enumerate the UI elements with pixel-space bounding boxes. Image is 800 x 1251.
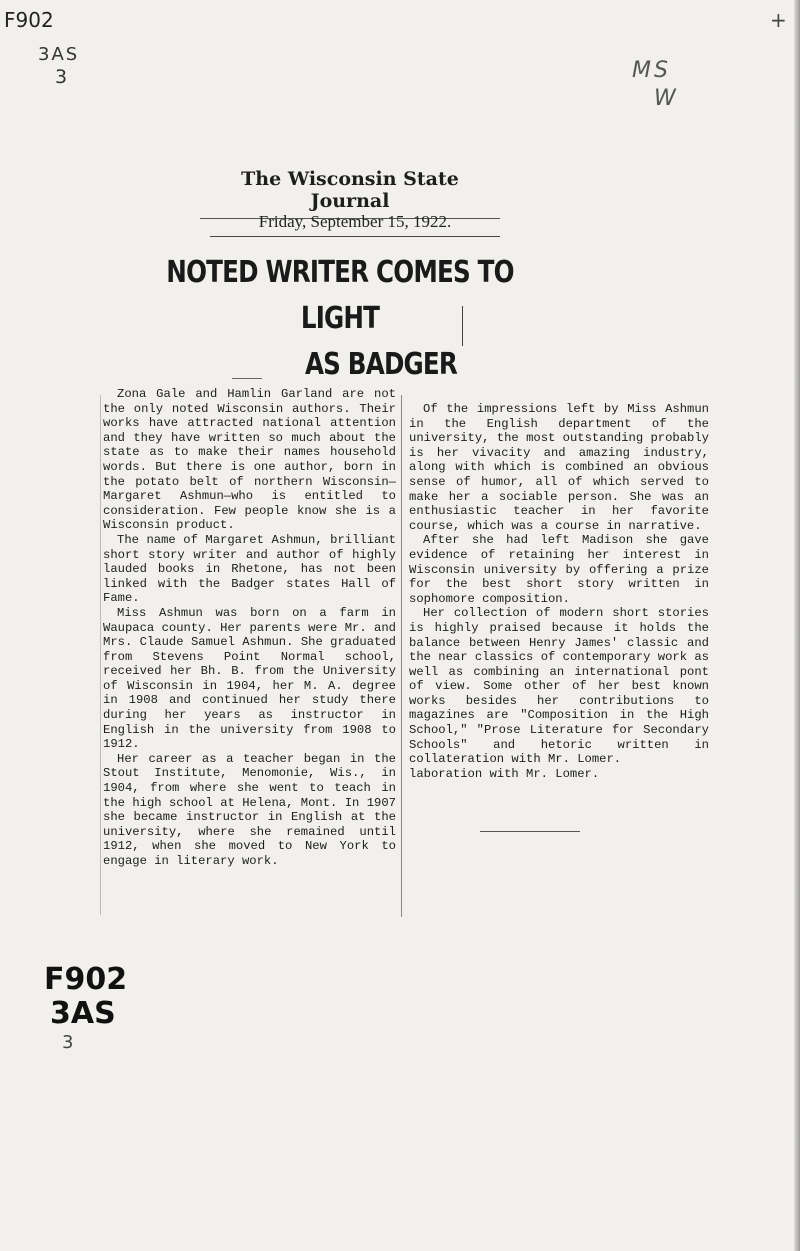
handwritten-catalog-code: 3AS xyxy=(38,44,80,65)
paragraph: Miss Ashmun was born on a farm in Waupaca county. Her parents were Mr. and Mrs. Claude Samuel Ashmun. She graduated from Stevens Point Normal school, received her Bh. B. from the University of Wisconsin in 1904, her M. A. degree in 1908 and continued her study there during her years as instructor in English in the university from 1908 to 1912. xyxy=(103,605,396,752)
corner-mark: + xyxy=(770,8,787,32)
article-end-rule xyxy=(480,831,580,832)
left-column-edge xyxy=(100,395,101,915)
paragraph: Her collection of modern short stories is highly praised because it holds the balance between Henry James' classic and the near classics of contemporary work as well as combining an international pont of view. Some other of her best known works besides her contributions to magazines are "Composition in the High School," "Prose Literature for Secondary Schools" and hetoric written in collateration with Mr. Lomer. xyxy=(409,606,709,767)
article-top-rule xyxy=(232,378,262,379)
headline-line-1: NOTED WRITER COMES TO LIGHT xyxy=(166,255,514,336)
paragraph: Of the impressions left by Miss Ashmun in the English department of the university, the most outstanding probably is her vivacity and amazing industry, along with which is combined an obvious sense of humor, all of which served to make her a sociable person. She was an enthusiastic teacher in her favorite course, which was a course in narrative. xyxy=(409,402,709,533)
column-divider xyxy=(401,395,402,917)
article-right-column xyxy=(409,402,709,781)
handwritten-catalog-index-lower: 3 xyxy=(62,1032,74,1053)
article-left-column xyxy=(103,387,396,869)
paragraph: Her career as a teacher began in the Stout Institute, Menomonie, Wis., in 1904, from where she went to teach in the high school at Helena, Mont. In 1907 she became instructor in English at the university, where she remained until 1912, when she moved to New York to engage in literary work. xyxy=(103,751,396,868)
handwritten-catalog-index: 3 xyxy=(55,66,68,88)
handwritten-catalog-code-lower: 3AS xyxy=(50,996,116,1031)
newspaper-date: Friday, September 15, 1922. xyxy=(210,212,500,237)
handwritten-note-ms: MS xyxy=(632,58,671,83)
article-headline xyxy=(160,250,521,388)
newspaper-masthead: The Wisconsin State Journal xyxy=(200,168,500,219)
paragraph: After she had left Madison she gave evidence of retaining her interest in Wisconsin university by offering a prize for the best short story written in sophomore composition. xyxy=(409,533,709,606)
paragraph: Zona Gale and Hamlin Garland are not the only noted Wisconsin authors. Their works have attracted national attention and they have written so much about the state as to make their names household words. But there is one author, born in the potato belt of northern Wisconsin—Margaret Ashmun—who is entitled to consideration. Few people know she is a Wisconsin product. xyxy=(103,387,396,533)
handwritten-note-w: W xyxy=(654,86,676,111)
headline-line-2: AS BADGER xyxy=(304,347,458,382)
handwritten-catalog-number-lower: F902 xyxy=(44,962,128,997)
headline-rule xyxy=(462,306,463,346)
page-edge-shadow xyxy=(794,0,800,1251)
paragraph: laboration with Mr. Lomer. xyxy=(409,766,600,781)
handwritten-catalog-number: F902 xyxy=(4,8,54,32)
paragraph: The name of Margaret Ashmun, brilliant short story writer and author of highly lauded books in Rhetone, has not been linked with the Badger states Hall of Fame. xyxy=(103,532,396,606)
